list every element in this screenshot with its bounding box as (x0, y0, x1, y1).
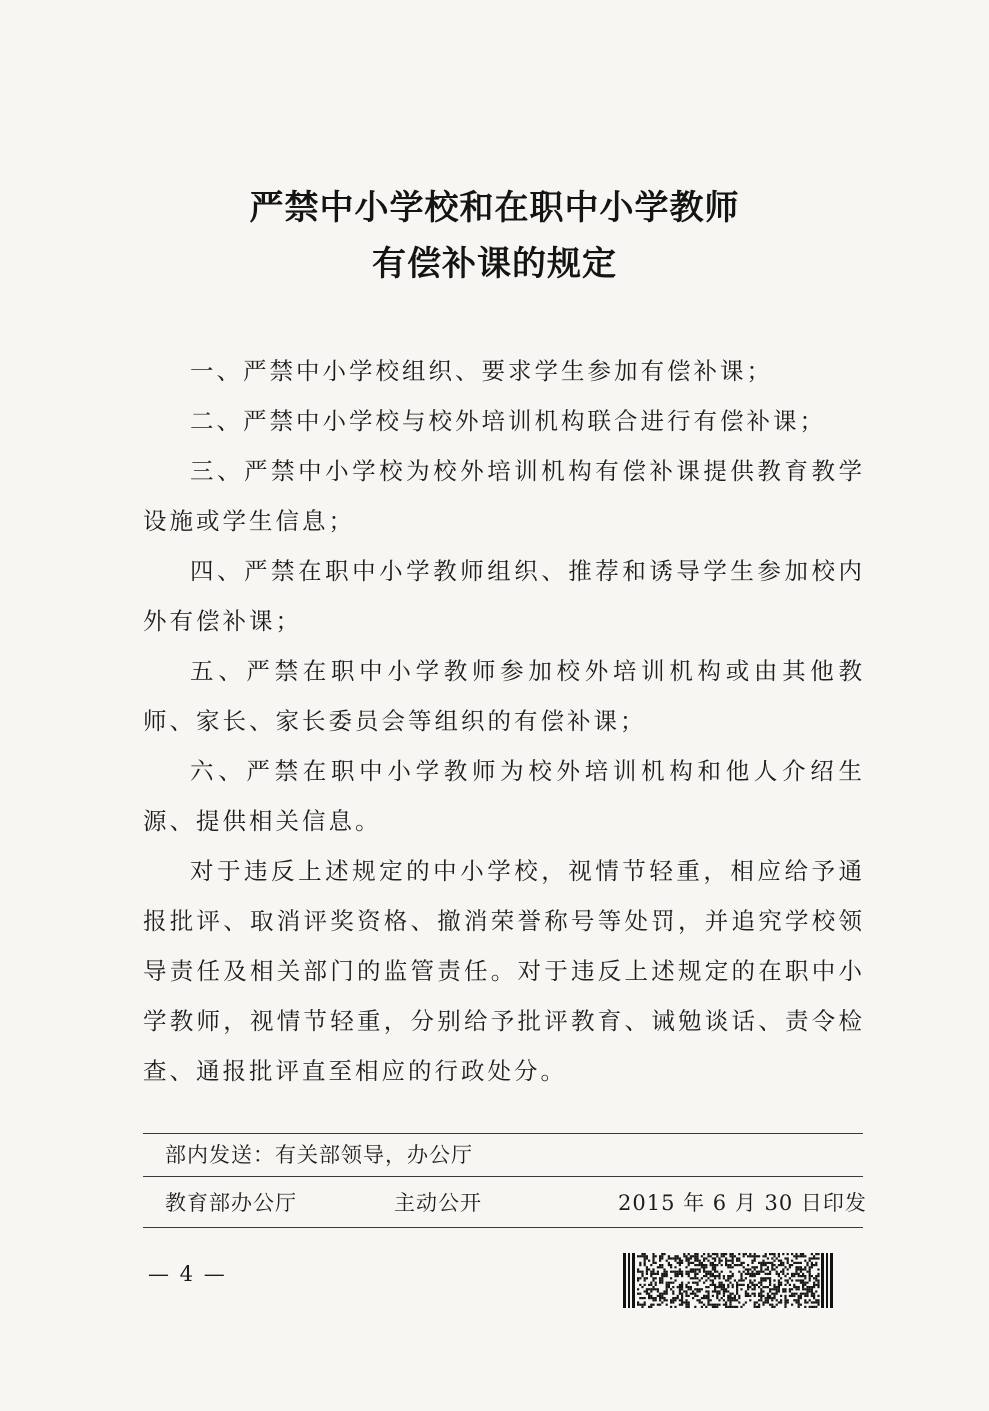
rule-item-2: 二、严禁中小学校与校外培训机构联合进行有偿补课； (190, 407, 826, 435)
rule-item-4: 四、严禁在职中小学教师组织、推荐和诱导学生参加校内外有偿补课； (143, 557, 865, 635)
page-number: — 4 — (148, 1262, 227, 1286)
rule-item-3: 三、严禁中小学校为校外培训机构有偿补课提供教育教学设施或学生信息； (143, 457, 865, 535)
disclosure-type: 主动公开 (394, 1191, 482, 1215)
footer-divider-top (143, 1133, 863, 1134)
rule-item-6: 六、严禁在职中小学教师为校外培训机构和他人介绍生源、提供相关信息。 (143, 757, 865, 835)
footer-divider-middle (143, 1176, 863, 1177)
document-title-line1: 严禁中小学校和在职中小学教师 (249, 188, 740, 228)
issuing-office: 教育部办公厅 (165, 1191, 297, 1215)
document-body (143, 346, 865, 1096)
barcode-icon (623, 1253, 833, 1308)
document-title-line2: 有偿补课的规定 (372, 244, 617, 284)
rule-item-5: 五、严禁在职中小学教师参加校外培训机构或由其他教师、家长、家长委员会等组织的有偿补课； (143, 657, 865, 735)
footer-divider-bottom (143, 1227, 863, 1228)
rule-item-1: 一、严禁中小学校组织、要求学生参加有偿补课； (190, 357, 773, 385)
print-date: 2015 年 6 月 30 日印发 (618, 1191, 867, 1215)
distribution-line: 部内发送：有关部领导，办公厅 (165, 1143, 473, 1167)
penalty-paragraph: 对于违反上述规定的中小学校，视情节轻重，相应给予通报批评、取消评奖资格、撤消荣誉称号等处罚，并追究学校领导责任及相关部门的监管责任。对于违反上述规定的在职中小学教师，视情节轻重，分别给予批评教育、诫勉谈话、责令检查、通报批评直至相应的行政处分。 (143, 857, 865, 1085)
